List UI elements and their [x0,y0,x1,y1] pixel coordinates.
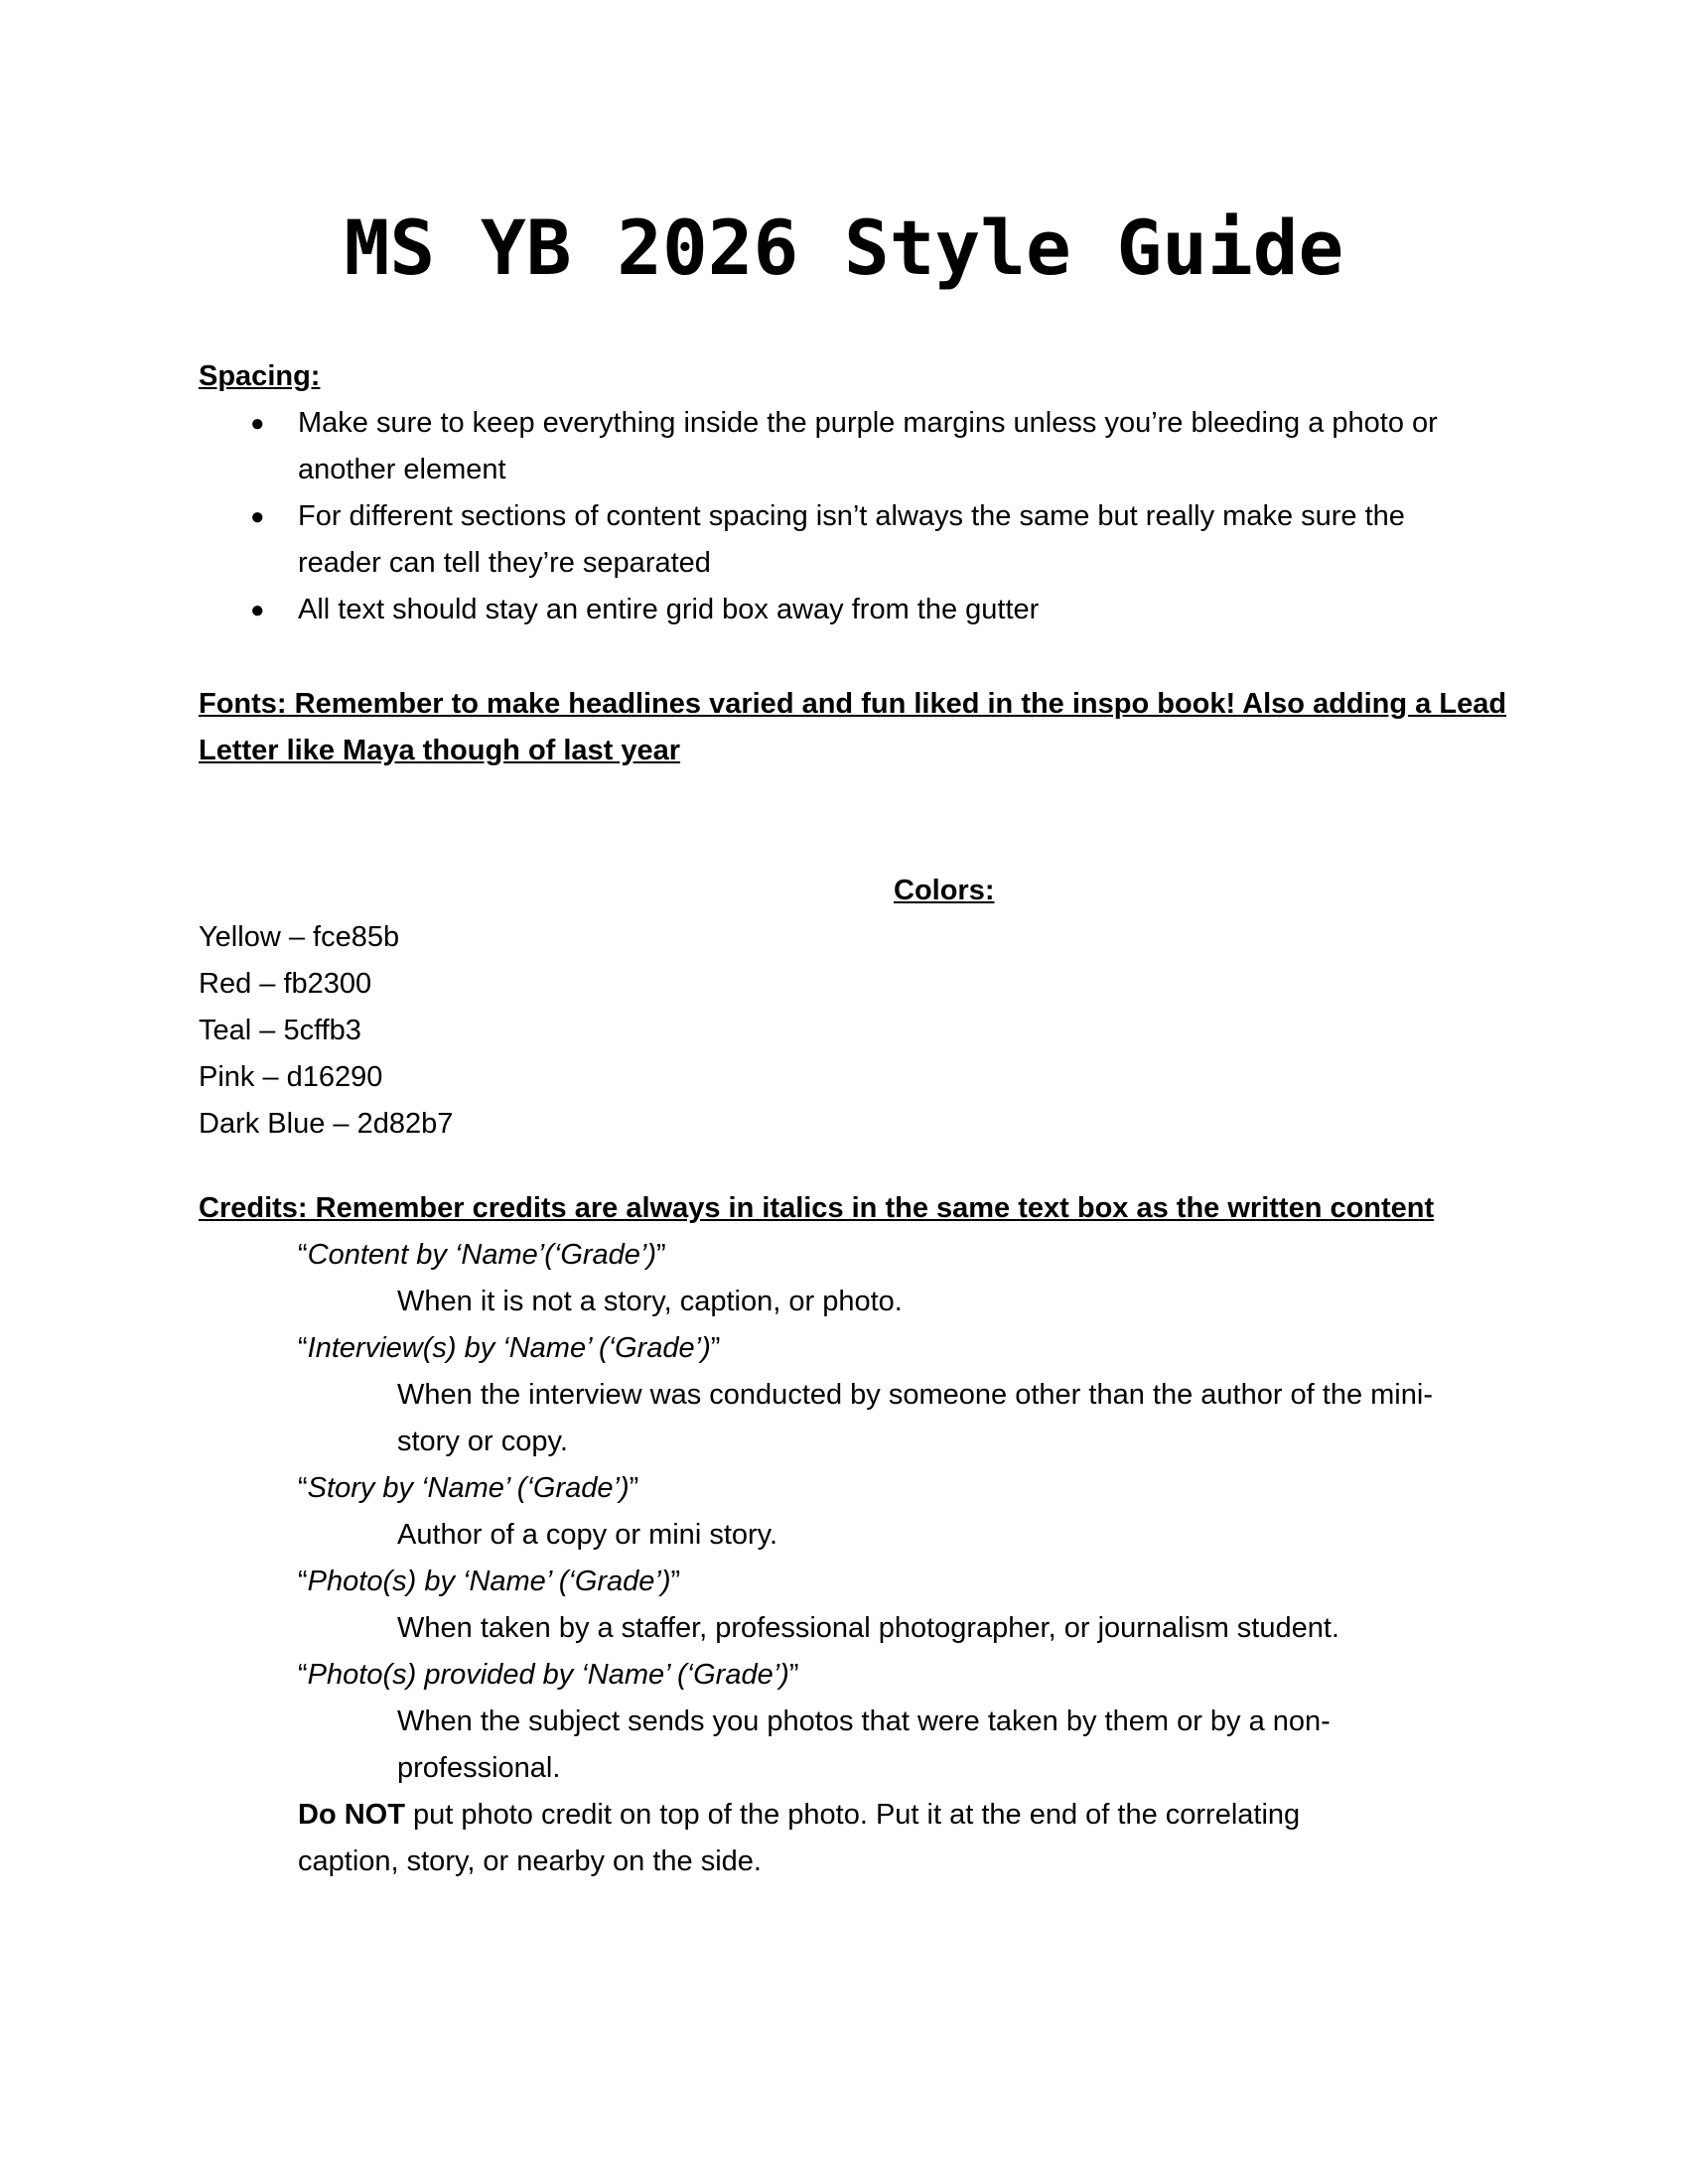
note-text: put photo credit on top of the photo. Put it at the end of the correlating caption, story, or nearby on the side. [298,1799,1301,1877]
list-item-text: For different sections of content spacing isn’t always the same but really make sure the reader can tell they’re separated [298,500,1405,579]
spacing-heading: Spacing: [199,360,321,392]
credit-description: When it is not a story, caption, or photo. [397,1286,903,1317]
open-quote: “ [298,1332,308,1364]
color-red: Red – fb2300 [199,968,372,1000]
fonts-heading: Fonts: Remember to make headlines varied and fun liked in the inspo book! Also adding a Lead Letter like Maya though of last year [199,688,1507,766]
color-teal: Teal – 5cffb3 [199,1015,361,1046]
credit-label [199,1325,1509,1372]
credits-heading: Credits: Remember credits are always in italics in the same text box as the written content [199,1192,1435,1224]
color-dark-blue: Dark Blue – 2d82b7 [199,1108,454,1140]
list-item-text: All text should stay an entire grid box away from the gutter [298,594,1040,625]
open-quote: “ [298,1239,308,1271]
credit-item-photo-provided [199,1652,1509,1792]
close-quote: ” [710,1332,721,1364]
credit-item-interview [199,1325,1509,1465]
credits-section [199,1185,1509,1885]
fonts-section [199,681,1509,774]
credit-description: When taken by a staffer, professional photographer, or journalism student. [397,1612,1339,1644]
close-quote: ” [629,1472,639,1504]
list-item [199,493,1470,587]
note-emphasis: Do NOT [298,1799,405,1831]
credit-item-photo [199,1559,1509,1652]
bullet-icon: ● [250,503,265,530]
credit-label [199,1559,1509,1605]
list-item [199,587,1470,633]
credit-label [199,1465,1509,1512]
open-quote: “ [298,1659,308,1691]
spacing-section [199,353,1509,633]
close-quote: ” [788,1659,799,1691]
colors-heading-row [199,868,1509,914]
color-pink: Pink – d16290 [199,1061,383,1093]
credit-label [199,1232,1509,1279]
credit-item-content [199,1232,1509,1325]
open-quote: “ [298,1566,308,1597]
credit-label-text: Photo(s) provided by ‘Name’ (‘Grade’) [307,1659,789,1691]
credit-description: Author of a copy or mini story. [397,1519,778,1551]
bullet-icon: ● [250,410,265,437]
credit-label-text: Photo(s) by ‘Name’ (‘Grade’) [307,1566,671,1597]
credit-description: When the interview was conducted by someone other than the author of the mini-story or copy. [397,1379,1433,1457]
list-item-text: Make sure to keep everything inside the purple margins unless you’re bleeding a photo or another element [298,407,1438,485]
credit-description: When the subject sends you photos that were taken by them or by a non-professional. [397,1706,1331,1784]
spacing-list [199,400,1509,633]
credit-label [199,1652,1509,1699]
colors-heading: Colors: [894,875,995,906]
color-yellow: Yellow – fce85b [199,921,400,953]
close-quote: ” [670,1566,681,1597]
credits-note [199,1792,1390,1885]
credit-label-text: Story by ‘Name’ (‘Grade’) [307,1472,630,1504]
page-title: MS YB 2026 Style Guide [344,204,1344,292]
list-item [199,400,1470,493]
colors-section [199,868,1509,1148]
close-quote: ” [656,1239,666,1271]
bullet-icon: ● [250,597,265,623]
open-quote: “ [298,1472,308,1504]
credit-label-text: Content by ‘Name’(‘Grade’) [307,1239,657,1271]
credit-label-text: Interview(s) by ‘Name’ (‘Grade’) [307,1332,711,1364]
credit-item-story [199,1465,1509,1559]
